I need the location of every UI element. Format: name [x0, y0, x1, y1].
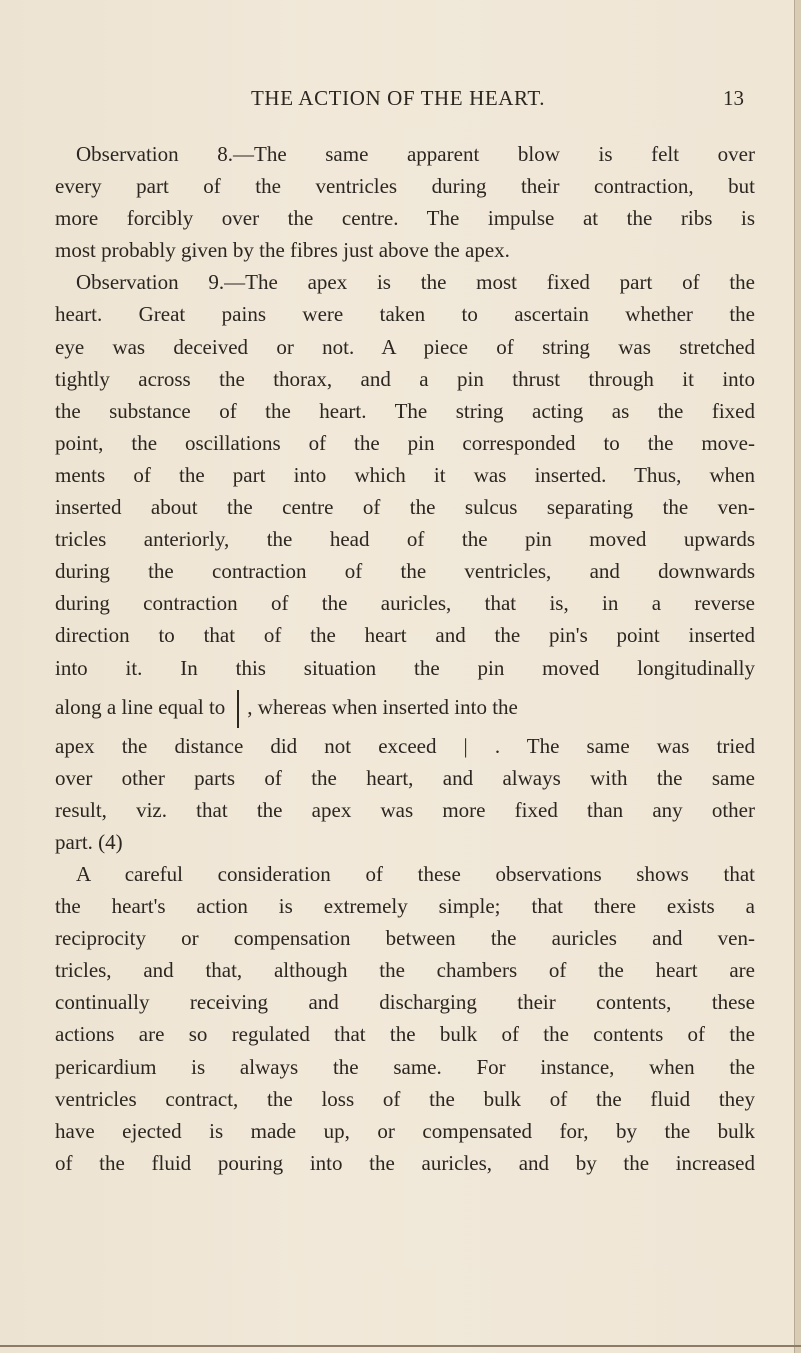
text-line: more forcibly over the centre. The impulse at the ribs is — [55, 206, 755, 231]
text-line: heart. Great pains were taken to ascertain whether the — [55, 302, 755, 327]
text-line: ments of the part into which it was inserted. Thus, when — [55, 462, 755, 487]
text-line: the heart's action is extremely simple; that there exists a — [55, 894, 755, 919]
fraction-line — [55, 684, 755, 730]
text-line: ventricles contract, the loss of the bulk of the fluid they — [55, 1086, 755, 1111]
text-line: over other parts of the heart, and always with the same — [55, 765, 755, 790]
text-line: during contraction of the auricles, that is, in a reverse — [55, 591, 755, 616]
page-number: 13 — [723, 86, 744, 110]
text-line: the substance of the heart. The string acting as the fixed — [55, 398, 755, 423]
text-line: have ejected is made up, or compensated for, by the bulk — [55, 1118, 755, 1143]
text-line: Observation 9.—The apex is the most fixed part of the — [76, 270, 755, 295]
text-line: continually receiving and discharging their contents, these — [55, 990, 755, 1015]
text-line: tightly across the thorax, and a pin thrust through it into — [55, 366, 755, 391]
text-line: during the contraction of the ventricles, and downwards — [55, 559, 755, 584]
running-head — [0, 86, 801, 116]
fraction-line-after: , whereas when inserted into the — [247, 694, 518, 719]
text-line: reciprocity or compensation between the auricles and ven- — [55, 926, 755, 951]
text-line: of the fluid pouring into the auricles, and by the increased — [55, 1150, 755, 1175]
page-edge — [794, 0, 801, 1353]
text-line: every part of the ventricles during their contraction, but — [55, 174, 755, 199]
text-line: inserted about the centre of the sulcus separating the ven- — [55, 495, 755, 520]
text-line: point, the oscillations of the pin corresponded to the move- — [55, 430, 755, 455]
text-line: tricles anteriorly, the head of the pin moved upwards — [55, 527, 755, 552]
fraction-line-before: along a line equal to — [55, 694, 226, 719]
text-line: most probably given by the fibres just above the apex. — [55, 238, 510, 263]
body-text — [55, 138, 755, 1179]
text-line: tricles, and that, although the chambers of the heart are — [55, 958, 755, 983]
text-line: direction to that of the heart and the pin's point inserted — [55, 623, 755, 648]
running-head-title: THE ACTION OF THE HEART. — [251, 86, 546, 110]
fraction-bar — [237, 690, 239, 728]
text-line: actions are so regulated that the bulk of the contents of the — [55, 1022, 755, 1047]
text-line: apex the distance did not exceed | . The same was tried — [55, 733, 755, 758]
text-line: part. (4) — [55, 829, 123, 854]
text-line: result, viz. that the apex was more fixed than any other — [55, 797, 755, 822]
bottom-edge — [0, 1345, 801, 1347]
text-line: into it. In this situation the pin moved longitudinally — [55, 655, 755, 680]
text-line: eye was deceived or not. A piece of string was stretched — [55, 334, 755, 359]
text-line: pericardium is always the same. For instance, when the — [55, 1054, 755, 1079]
text-line: Observation 8.—The same apparent blow is felt over — [76, 142, 755, 166]
text-line: A careful consideration of these observations shows that — [76, 861, 755, 886]
